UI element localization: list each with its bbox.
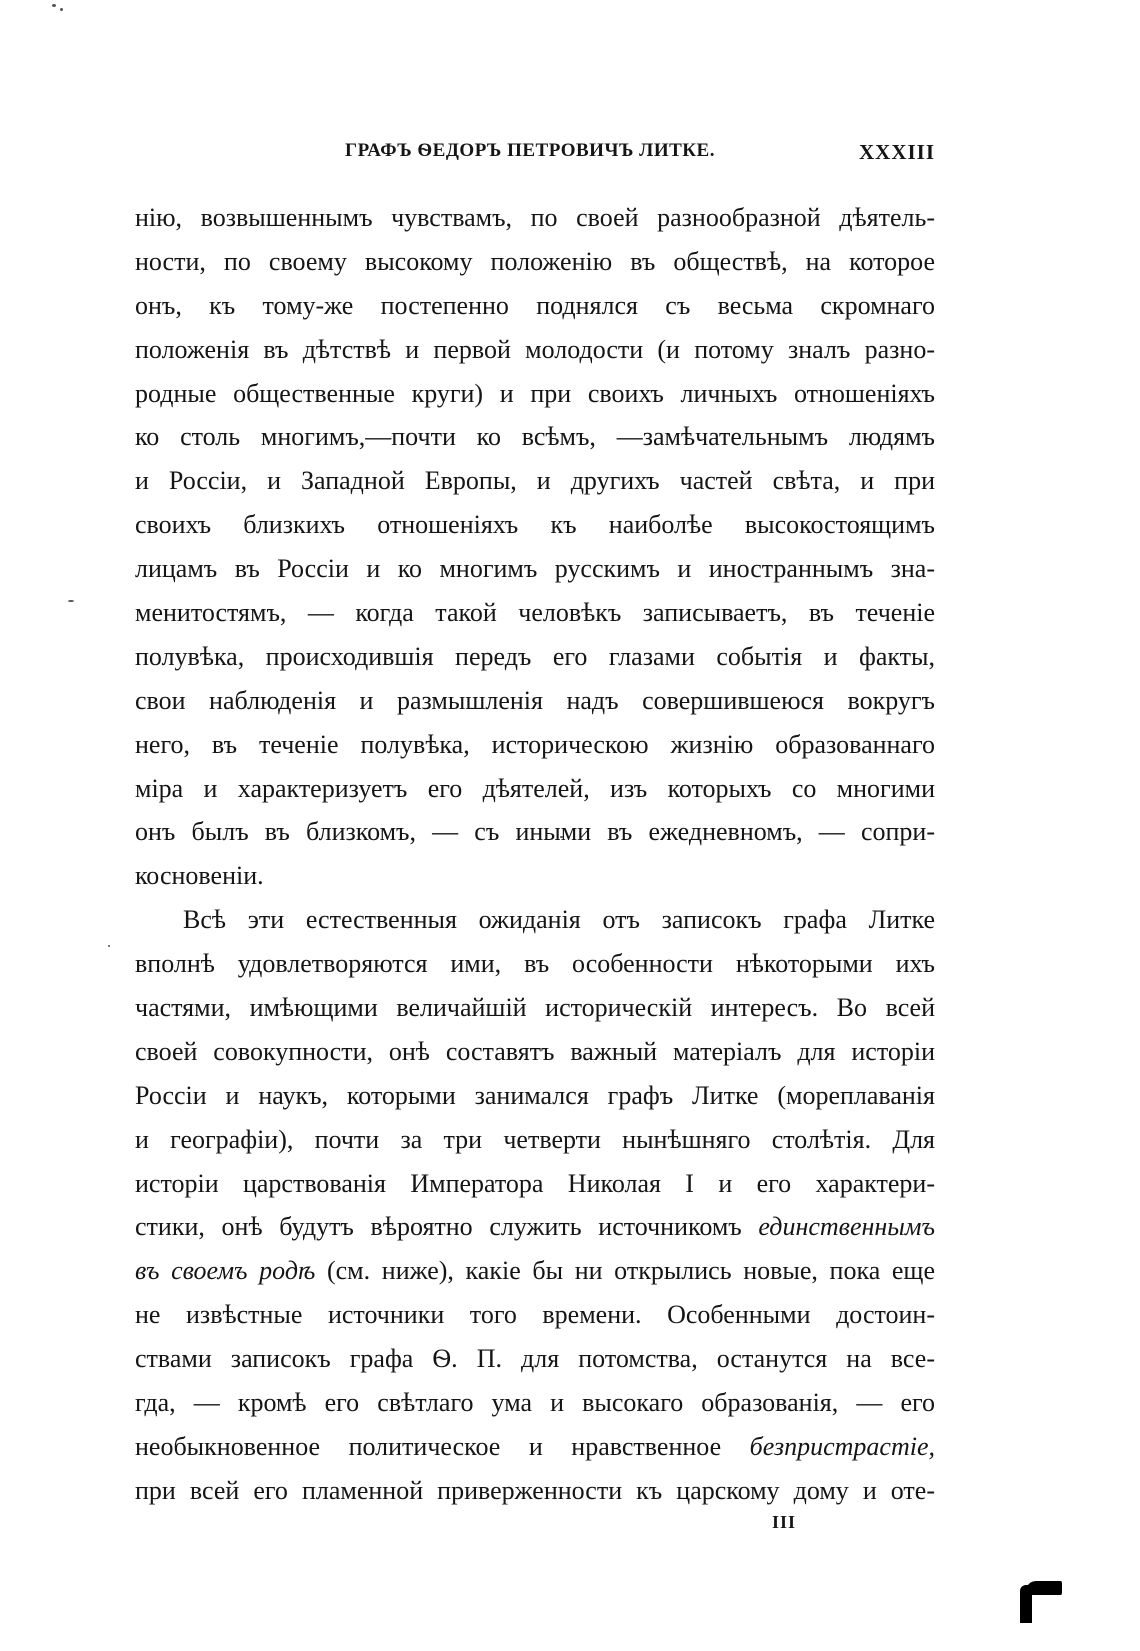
text-line: положенія въ дѣтствѣ и первой молодости (и потому зналъ разно- — [135, 334, 935, 364]
italic-text: въ своемъ родѣ — [135, 1256, 316, 1286]
text-line: свои наблюденія и размышленія надъ совершившеюся вокругъ — [135, 685, 935, 715]
text-line: и географіи), почти за три четверти нынѣшняго столѣтія. Для — [135, 1124, 935, 1154]
page-number: XXXIII — [858, 140, 935, 164]
text-line: не извѣстные источники того времени. Особенными достоин- — [135, 1300, 935, 1330]
text-line: ности, по своему высокому положенію въ обществѣ, на которое — [135, 246, 935, 276]
text-line: него, въ теченіе полувѣка, историческою жизнію образованнаго — [135, 729, 935, 759]
text-run: стики, онѣ будутъ вѣроятно служить источникомъ — [135, 1212, 759, 1242]
signature-mark: III — [772, 1512, 797, 1532]
text-line: косновеніи. — [135, 861, 264, 891]
text-line — [135, 1205, 935, 1249]
italic-text: безпристрастіе, — [749, 1431, 935, 1461]
text-line: и Россіи, и Западной Европы, и другихъ частей свѣта, и при — [135, 466, 935, 496]
corner-mark-bar — [1020, 1585, 1032, 1623]
text-line: полувѣка, происходившія передъ его глазами событія и факты, — [135, 641, 935, 671]
text-line: міра и характеризуетъ его дѣятелей, изъ которыхъ со многими — [135, 773, 935, 803]
print-speck — [68, 600, 74, 602]
text-line: Россіи и наукъ, которыми занимался графъ Литке (мореплаванія — [135, 1080, 935, 1110]
text-line: Всѣ эти естественныя ожиданія отъ записокъ графа Литке — [183, 905, 935, 935]
text-line: исторіи царствованія Императора Николая I и его характери- — [135, 1168, 935, 1198]
text-line: вполнѣ удовлетворяются ими, въ особенности нѣкоторыми ихъ — [135, 949, 935, 979]
italic-text: единственнымъ — [758, 1212, 935, 1242]
text-line: лицамъ въ Россіи и ко многимъ русскимъ и иностраннымъ зна- — [135, 554, 935, 584]
text-line: гда, — кромѣ его свѣтлаго ума и высокаго образованія, — его — [135, 1388, 935, 1418]
running-head — [135, 140, 935, 170]
print-speck — [108, 945, 110, 947]
paragraph-1 — [135, 196, 935, 898]
text-line — [135, 1425, 935, 1469]
text-line: ствами записокъ графа Ѳ. П. для потомства, останутся на все- — [135, 1344, 935, 1374]
print-speck — [60, 8, 63, 11]
paragraph-2 — [135, 898, 935, 1512]
text-line: менитостямъ, — когда такой человѣкъ записываетъ, въ теченіе — [135, 598, 935, 628]
running-title: ГРАФЪ ѲЕДОРЪ ПЕТРОВИЧЪ ЛИТКЕ. — [345, 140, 715, 161]
text-line: родные общественные круги) и при своихъ личныхъ отношеніяхъ — [135, 378, 935, 408]
text-line — [135, 1249, 935, 1293]
corner-mark — [1020, 1581, 1060, 1623]
text-line: частями, имѣющими величайшій историческій интересъ. Во всей — [135, 993, 935, 1023]
text-line: своихъ близкихъ отношеніяхъ къ наиболѣе высокостоящимъ — [135, 510, 935, 540]
body-text — [135, 196, 935, 1513]
text-line: своей совокупности, онѣ составятъ важный матеріалъ для исторіи — [135, 1036, 935, 1066]
text-run: необыкновенное политическое и нравственное — [135, 1431, 750, 1461]
text-line: онъ былъ въ близкомъ, — съ иными въ ежедневномъ, — сопри- — [135, 817, 935, 847]
text-line: при всей его пламенной приверженности къ царскому дому и оте- — [135, 1475, 935, 1505]
text-line: онъ, къ тому-же постепенно поднялся съ весьма скромнаго — [135, 290, 935, 320]
text-run: (см. ниже), какіе бы ни открылись новые, пока еще — [315, 1256, 935, 1286]
text-line: нію, возвышеннымъ чувствамъ, по своей разнообразной дѣятель- — [135, 203, 935, 232]
print-speck — [52, 4, 56, 7]
text-line: ко столь многимъ,—почти ко всѣмъ, —замѣчательнымъ людямъ — [135, 422, 935, 452]
